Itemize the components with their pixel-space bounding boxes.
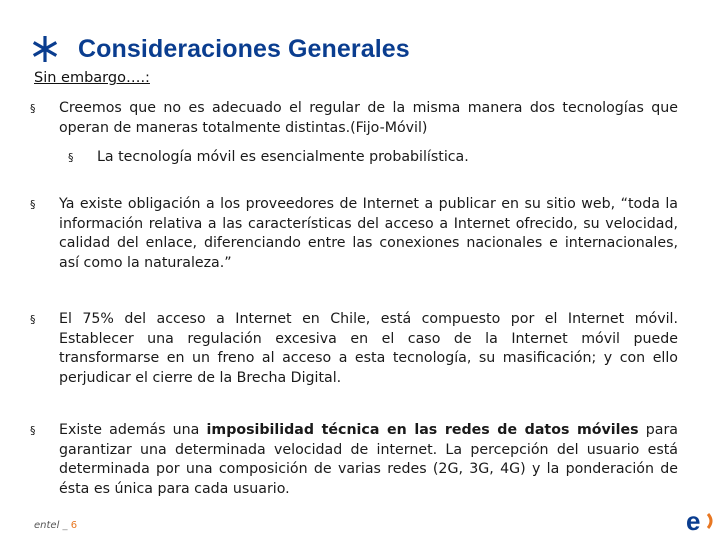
bullet-text-emphasis: imposibilidad técnica en las redes de datos móviles [206, 422, 639, 438]
bullet-text [59, 421, 678, 499]
sub-bullet-item [68, 148, 678, 168]
bullet-text: Ya existe obligación a los proveedores de Internet a publicar en su sitio web, “toda la información relativa a las características del acceso a Internet ofrecido, su velocidad, calidad del enlace, diferenciando entre las conexiones nacionales e internacionales, así como la naturaleza.” [59, 196, 678, 271]
bullet-text: La tecnología móvil es esencialmente probabilística. [97, 149, 469, 165]
bullet-mark: § [30, 198, 36, 211]
bullet-text: El 75% del acceso a Internet en Chile, está compuesto por el Internet móvil. Establecer una regulación excesiva en el caso de la Internet móvil puede transformarse en un freno al acceso a esta tecnología, su masificación; y con ello perjudicar el cierre de la Brecha Digital. [59, 311, 678, 386]
page-number: 6 [70, 520, 78, 531]
bullet-item [30, 421, 678, 499]
bullet-mark: § [30, 313, 36, 326]
asterisk-icon [30, 34, 60, 64]
bullet-text: Creemos que no es adecuado el regular de la misma manera dos tecnologías que operan de maneras totalmente distintas.(Fijo-Móvil) [59, 100, 678, 136]
footer-brand: entel [34, 520, 60, 531]
bullet-text-part: para garantizar una determinada velocidad de internet. La percepción del usuario está determinada por una composición de varias redes (2G, 3G, 4G) y la ponderación de ésta es única para cada usuario. [59, 422, 678, 497]
footer-separator: _ [62, 520, 68, 531]
bullet-text-part: Existe además una [59, 422, 207, 438]
bullet-item [30, 195, 678, 273]
bullet-item [30, 310, 678, 388]
entel-logo [684, 505, 716, 537]
page-title: Consideraciones Generales [78, 35, 410, 63]
section-subtitle: Sin embargo….: [34, 70, 150, 86]
bullet-mark: § [30, 424, 36, 437]
bullet-mark: § [30, 102, 36, 115]
bullet-mark: § [68, 151, 74, 164]
bullet-item [30, 99, 678, 138]
footer [34, 520, 77, 531]
logo-letter: e [686, 506, 701, 536]
